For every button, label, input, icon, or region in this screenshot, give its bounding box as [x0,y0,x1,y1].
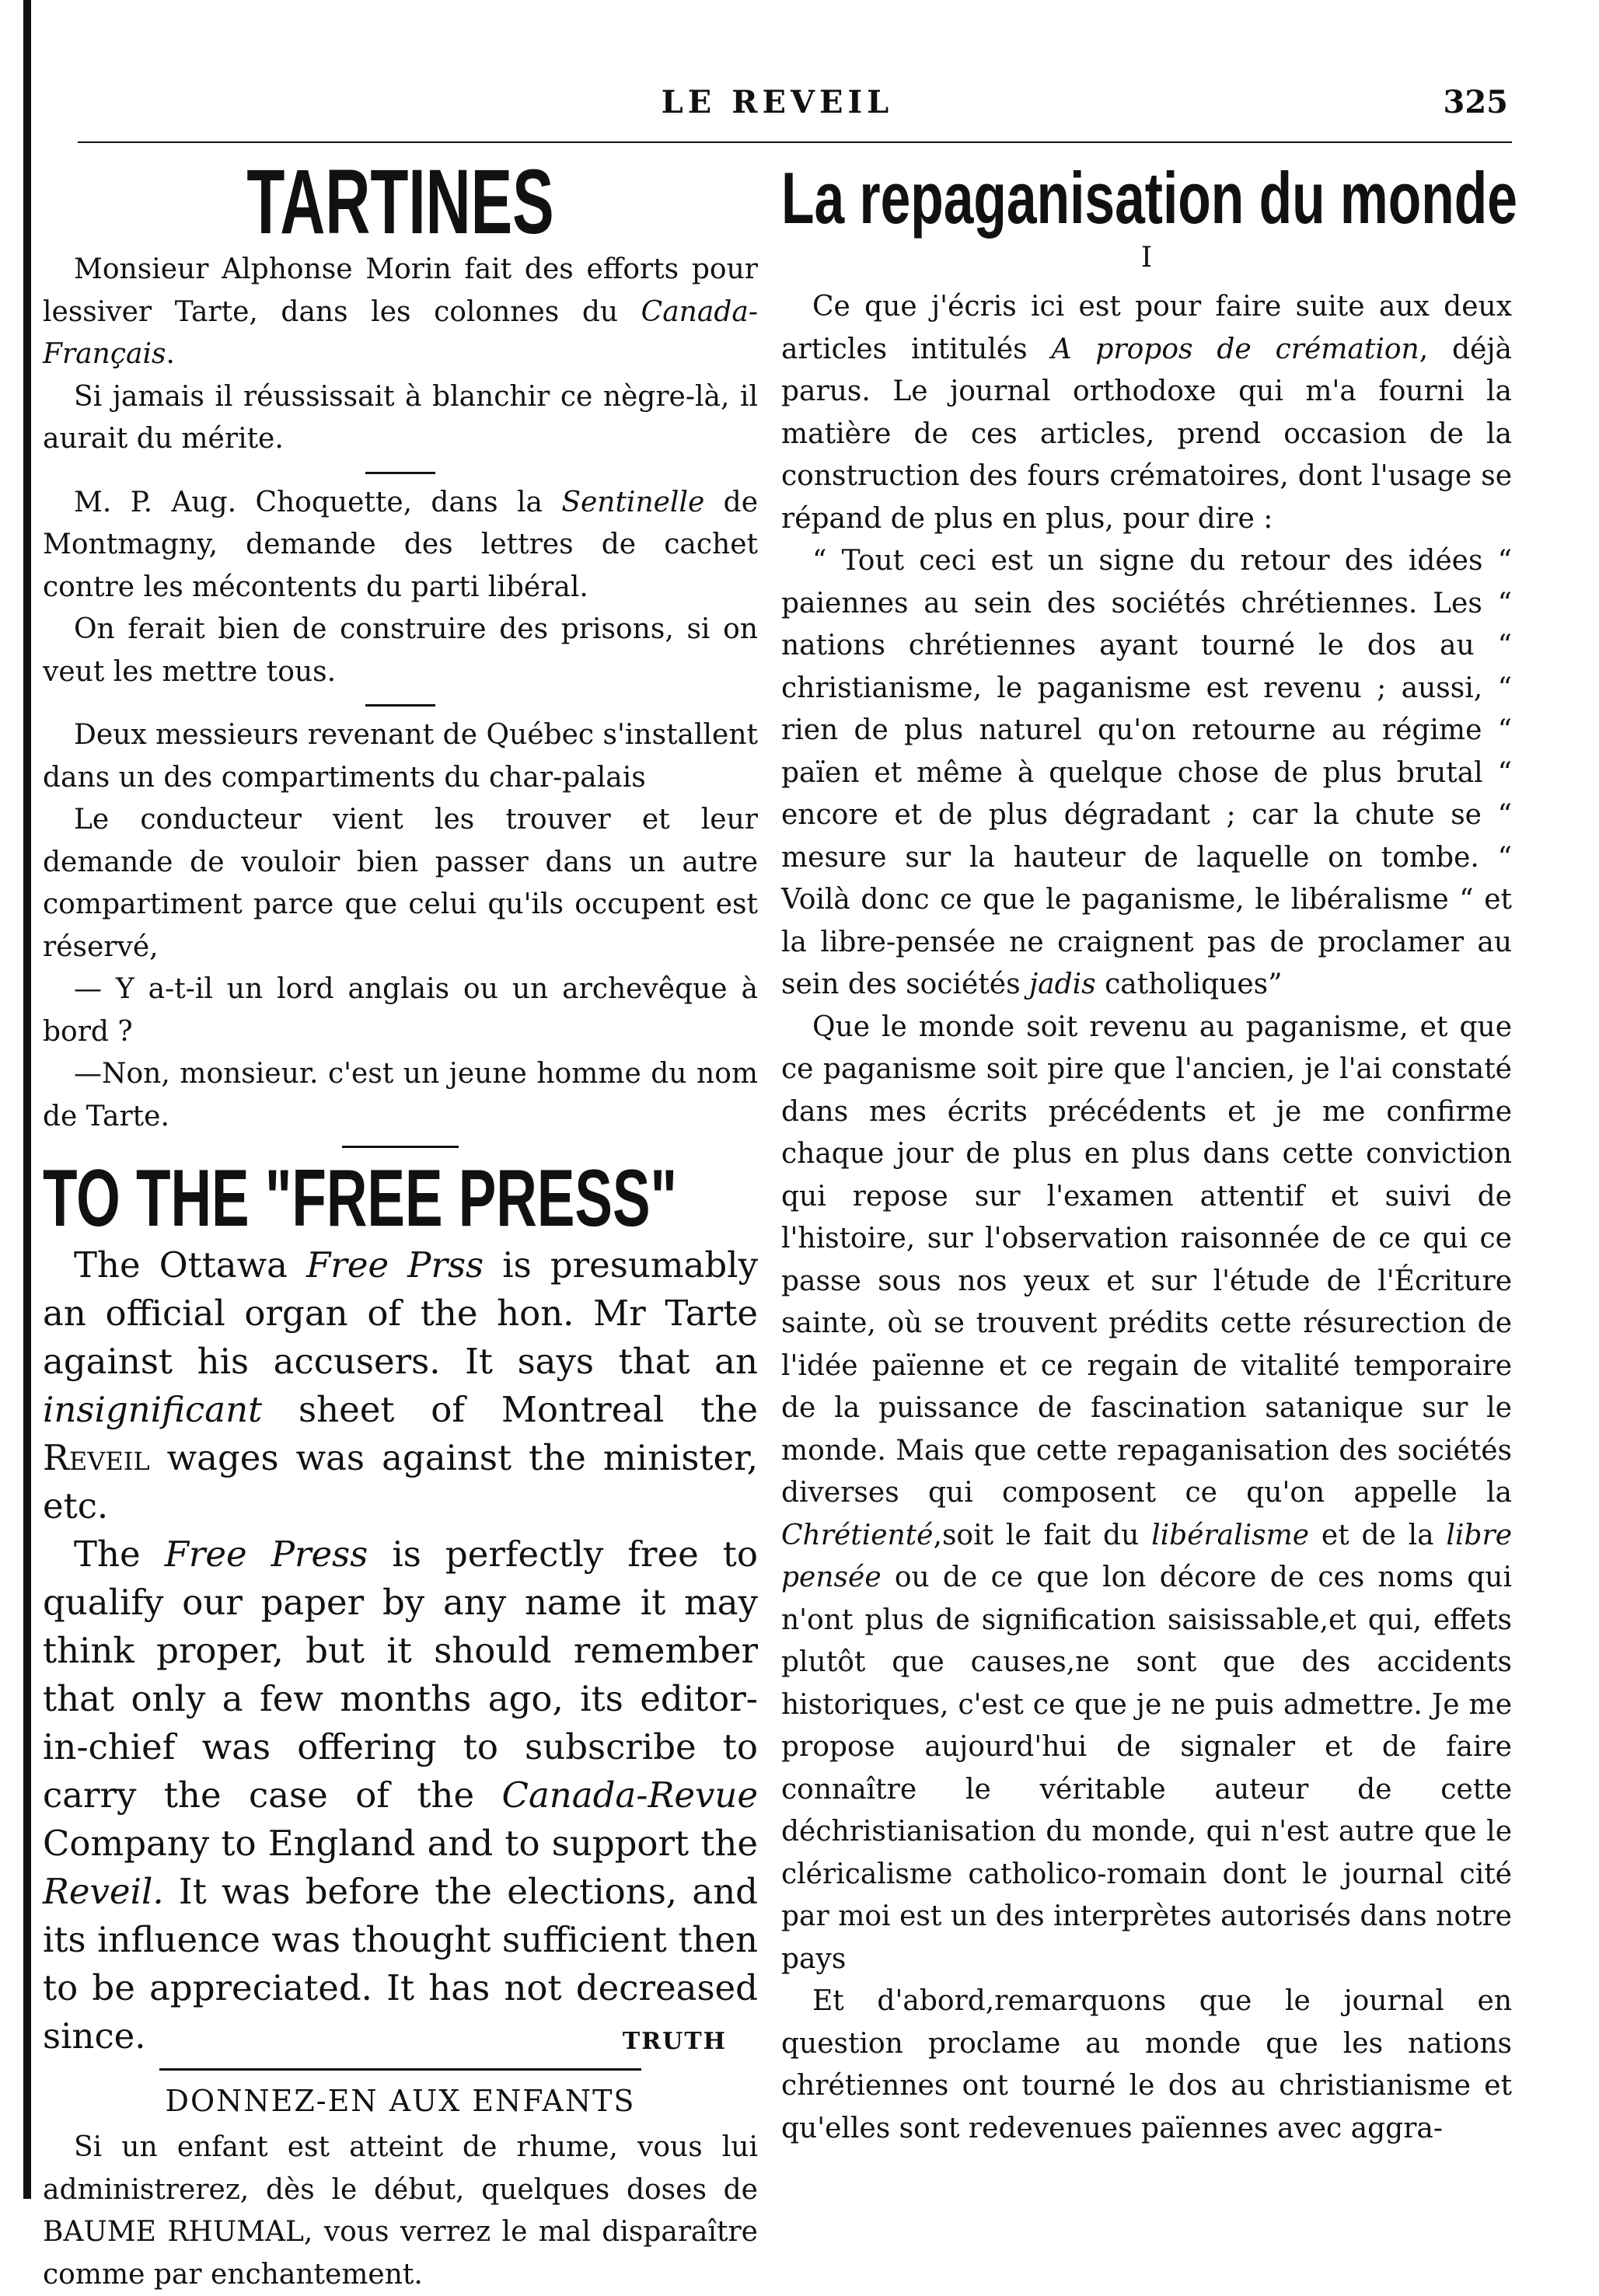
article-paragraph: Ce que j'écris ici est pour faire suite aux deux articles intitulés A propos de crémation, déjà parus. Le journal orthodoxe qui m'a fourni la matière de ces articles, prend occasion de la construction des fours crématoires, dont l'usage se répand de plus en plus, pour dire : [781,291,1512,535]
free-press-paragraph: The Ottawa Free Prss is presumably an official organ of the hon. Mr Tarte against his accusers. It says that an insignificant sheet of Montreal the Reveil wages was against the minister, etc. [43,1244,758,1527]
page-number: 325 [1443,84,1508,120]
newspaper-title: LE REVEIL [661,84,894,120]
article-paragraph: Que le monde soit revenu au paganisme, et que ce paganisme soit pire que l'ancien, je l'ai constaté dans mes écrits précédents et je me confirme chaque jour de plus en plus dans cette conviction qui repose sur l'examen attentif et suivi de l'histoire, sur l'observation raisonnée de ce qui ce passe sous nos yeux et sur l'étude de l'Écriture sainte, où se trouvent prédits cette résurection de l'idée païenne et ce regain de vitalité temporaire de la puissance de fascination satanique sur le monde. Mais que cette repaganisation des sociétés diverses qui composent ce qu'on appelle la Chrétienté,soit le fait du libéralisme et de la libre pensée ou de ce que lon décore de ces noms qui n'ont plus de signification saisissable,et qui, effets plutôt que causes,ne sont que des accidents historiques, c'est ce que je ne puis admettre. Je me propose aujourd'hui de signaler et de faire connaître le véritable auteur de cette déchristianisation du monde, qui n'est autre que le cléricalisme catholico-romain dont le journal cité par moi est un des interprètes autorisés dans notre pays [781,1010,1512,1975]
article-paragraph: Et d'abord,remarquons que le journal en question proclame au monde que les nations chrétiennes ont tourné le dos au christianisme et qu'elles sont redevenues païennes avec aggra- [781,1985,1512,2144]
page-header [47,84,1508,131]
tartines-headline: TARTINES [246,151,554,253]
tartines-paragraph: — Y a-t-il un lord anglais ou un archevêque à bord ? [43,973,758,1048]
article-signature: TRUTH [622,2028,727,2055]
tartines-paragraph: —Non, monsieur. c'est un jeune homme du nom de Tarte. [43,1058,758,1132]
repaganisation-headline: La repaganisation du monde [781,157,1517,239]
donnez-paragraph: Si un enfant est atteint de rhume, vous lui administrerez, dès le début, quelques doses de BAUME RHUMAL, vous verrez le mal disparaître comme par enchantement. [43,2131,758,2291]
separator-rule [342,1146,459,1148]
tartines-paragraph: Si jamais il réussissait à blanchir ce nègre-là, il aurait du mérite. [43,380,758,455]
separator-rule [159,2068,641,2071]
right-column [781,155,1517,2150]
donnez-headline: DONNEZ-EN AUX ENFANTS [165,2084,636,2118]
header-rule [78,141,1512,143]
free-press-paragraph: The Free Press is perfectly free to qualify our paper by any name it may think proper, but it should remember that only a few months ago, its editor-in-chief was offering to subscribe to carry the case of the Canada-Revue Company to England and to support the Reveil. It was before the elections, and its influence was thought sufficient then to be appreciated. It has not decreased since. [43,1534,758,2057]
separator-rule [365,704,435,707]
separator-rule [365,472,435,474]
quotation-paragraph: “ Tout ceci est un signe du retour des idées “ paiennes au sein des sociétés chrétiennes. Les “ nations chrétiennes ayant tourné le dos au “ christianisme, le paganisme est revenu ; aussi, “ rien de plus naturel qu'on retourne au régime “ païen et même à quelque chose de plus brutal “ encore et de plus dégradant ; car la chute se “ mesure sur la hauteur de laquelle on tombe. “ Voilà donc ce que le paganisme, le libéralisme “ et la libre-pensée ne craignent pas de proclamer au sein des sociétés jadis catholiques” [781,545,1512,1000]
tartines-paragraph: Deux messieurs revenant de Québec s'installent dans un des compartiments du char-palais [43,719,758,794]
section-numeral: I [1140,242,1153,274]
free-press-headline: TO THE "FREE PRESS" [43,1153,678,1244]
tartines-paragraph: Monsieur Alphonse Morin fait des efforts pour lessiver Tarte, dans les colonnes du Canada-Français. [43,253,758,370]
free-press-article [43,1241,758,2060]
left-column [43,151,758,2296]
tartines-paragraph: M. P. Aug. Choquette, dans la Sentinelle de Montmagny, demande des lettres de cachet contre les mécontents du parti libéral. [43,486,758,603]
tartines-paragraph: On ferait bien de construire des prisons, si on veut les mettre tous. [43,613,758,688]
tartines-paragraph: Le conducteur vient les trouver et leur demande de vouloir bien passer dans un autre compartiment parce que celui qu'ils occupent est réservé, [43,804,758,963]
page-edge-rule [23,0,31,2199]
